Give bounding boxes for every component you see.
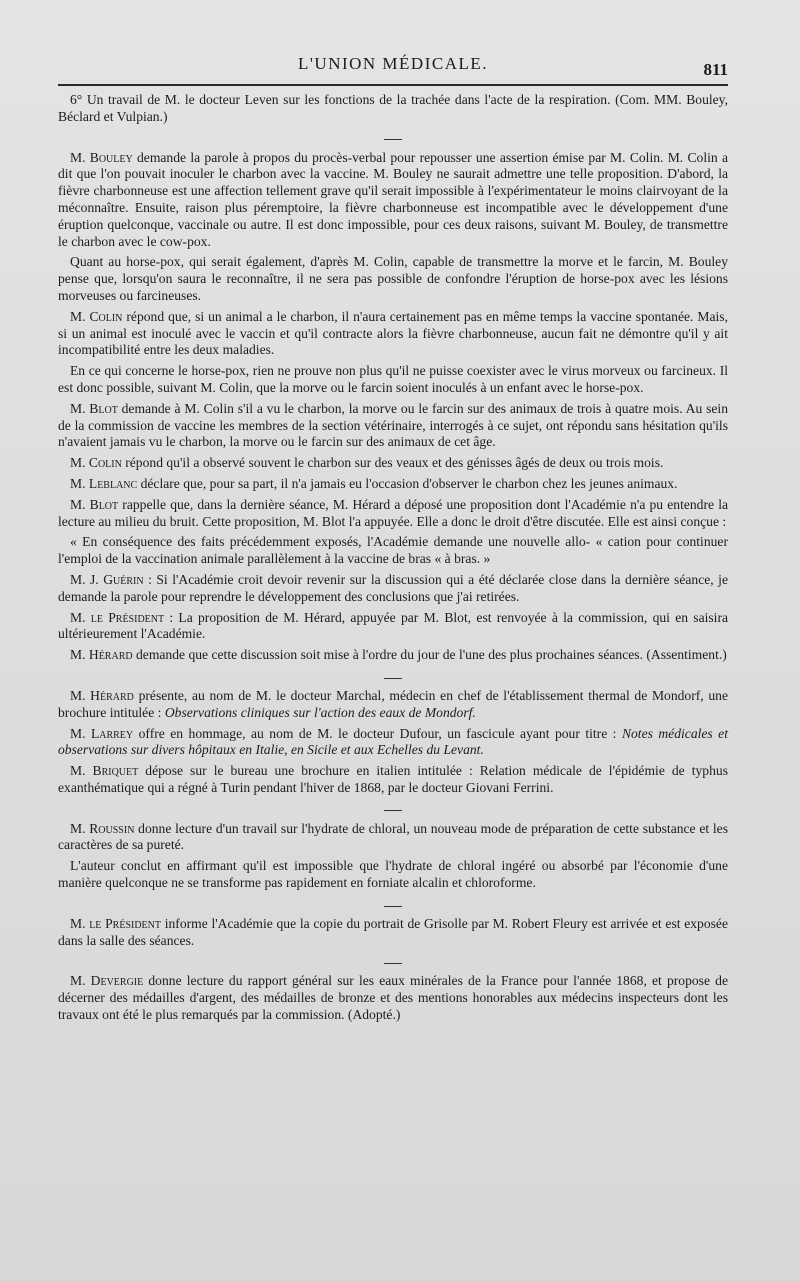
- speaker-name: M. Hérard: [70, 687, 134, 703]
- speaker-name: M. Colin: [70, 308, 123, 324]
- paragraph-text: En ce qui concerne le horse-pox, rien ne prouve non plus qu'il ne puisse coexister avec le virus morveux ou farcineux. Il est donc possible, suivant M. Colin, que la morve ou le farcin soient inoculés à un enfant avec le horse-pox.: [58, 363, 728, 395]
- section-separator: [58, 130, 728, 148]
- paragraph: [58, 821, 728, 855]
- paragraph: [58, 647, 728, 664]
- section-separator: [58, 896, 728, 914]
- paragraph-text: demande la parole à propos du procès-verbal pour repousser une assertion émise par M. Colin. M. Colin a dit que l'on pouvait inoculer le charbon avec la vaccine. M. Bouley ne saurait admettre une telle proposition. D'abord, la fièvre charbonneuse est une affection tellement grave qu'il serait impossible à l'expérimentateur le moins clairvoyant de la méconnaître. Ensuite, raison plus péremptoire, la fièvre charbonneuse est incompatible avec le développement d'une éruption quelconque, vaccinale ou autre. Il est donc impossible, pour ces deux raisons, suivant M. Bouley, de transmettre le charbon avec le cow-pox.: [58, 149, 728, 249]
- paragraph: [58, 476, 728, 493]
- paragraph: [58, 455, 728, 472]
- paragraph: [58, 150, 728, 251]
- page-number: 811: [703, 60, 728, 79]
- section-separator: [58, 668, 728, 686]
- publication-title: Observations cliniques sur l'action des eaux de Mondorf.: [164, 704, 476, 720]
- speaker-name: M. Hérard: [70, 647, 133, 663]
- paragraph-text: donne lecture du rapport général sur les eaux minérales de la France pour l'année 1868, et propose de décerner des médailles d'argent, des médailles de bronze et des mentions honorables aux médecins inspecteurs dont les travaux ont été le plus remarqués par la commission. (Adopté.): [58, 973, 728, 1023]
- paragraph-text: dépose sur le bureau une brochure en italien intitulée : Relation médicale de l'épidémie de typhus exanthématique qui a régné à Turin pendant l'hiver de 1868, par le docteur Giovani Ferrini.: [58, 763, 728, 795]
- paragraph: [58, 497, 728, 531]
- paragraph: [58, 92, 728, 126]
- paragraph: [58, 688, 728, 722]
- paragraph: [58, 916, 728, 950]
- speaker-name: M. Blot: [70, 400, 118, 416]
- speaker-name: M. Bouley: [70, 149, 133, 165]
- paragraph-text: « En conséquence des faits précédemment exposés, l'Académie demande une nouvelle allo- « cation pour continuer l'emploi de la vaccination animale parallèlement à la vaccine de bras « à bras. »: [58, 534, 728, 567]
- speaker-name: M. Leblanc: [70, 475, 138, 491]
- paragraph-text: demande à M. Colin s'il a vu le charbon, la morve ou le farcin sur des animaux de trois à quatre mois. Au sein de la commission de vaccine les membres de la section vétérinaire, interrogés à ce sujet, ont répondu sans hésitation qu'ils n'avaient jamais vu le charbon, la morve ou le farcin sur des animaux de cet âge.: [58, 400, 728, 450]
- publication-title: Notes médicales et observations sur divers hôpitaux en Italie, en Sicile et aux Echelles du Levant.: [58, 725, 728, 758]
- paragraph: [58, 610, 728, 644]
- speaker-name: M. Larrey: [70, 725, 134, 741]
- paragraph-text: Quant au horse-pox, qui serait également, d'après M. Colin, capable de transmettre la morve et le farcin, M. Bouley pense que, lorsqu'on saura le reconnaître, il ne sera pas possible de confondre l'éruption de horse-pox avec les lésions morveuses ou farcineuses.: [58, 254, 728, 303]
- paragraph: [58, 309, 728, 359]
- paragraph: [58, 726, 728, 760]
- speaker-name: M. le Président: [70, 609, 165, 625]
- speaker-name: M. Roussin: [70, 820, 135, 836]
- paragraph-text: déclare que, pour sa part, il n'a jamais eu l'occasion d'observer le charbon chez les jeunes animaux.: [137, 475, 678, 491]
- speaker-name: M. Blot: [70, 496, 119, 512]
- paragraph: [58, 572, 728, 606]
- running-title: L'UNION MÉDICALE.: [297, 54, 489, 73]
- article-body: [58, 92, 728, 1028]
- paragraph-text: demande que cette discussion soit mise à l'ordre du jour de l'une des plus prochaines séances. (Assentiment.): [132, 647, 727, 663]
- paragraph-text: : La proposition de M. Hérard, appuyée par M. Blot, est renvoyée à la commission, qui en saisira ultérieurement l'Académie.: [58, 609, 729, 642]
- paragraph-text: offre en hommage, au nom de M. le docteur Dufour, un fascicule ayant pour titre :: [133, 725, 622, 741]
- quoted-proposition: [58, 534, 728, 568]
- section-separator: [58, 801, 728, 819]
- speaker-name: M. Briquet: [70, 763, 139, 779]
- paragraph-text: rappelle que, dans la dernière séance, M. Hérard a déposé une proposition dont l'Académie n'a pu entendre la lecture au milieu du bruit. Cette proposition, M. Blot l'a appuyée. Elle a donc le droit d'être discutée. Elle est ainsi conçue :: [58, 496, 728, 529]
- paragraph-text: répond qu'il a observé souvent le charbon sur des veaux et des génisses âgés de deux ou trois mois.: [121, 455, 664, 471]
- paragraph: [58, 763, 728, 797]
- paragraph: [58, 401, 728, 451]
- speaker-name: M. Devergie: [70, 973, 144, 989]
- paragraph: [58, 254, 728, 304]
- speaker-name: M. J. Guérin: [70, 571, 144, 587]
- paragraph: [58, 858, 728, 892]
- paragraph: [58, 363, 728, 397]
- speaker-name: M. Colin: [70, 455, 122, 471]
- paragraph-text: : Si l'Académie croit devoir revenir sur la discussion qui a été déclarée close dans la dernière séance, je demande la parole pour reprendre le développement des conclusions que j'ai retirées.: [58, 571, 728, 604]
- paragraph-text: donne lecture d'un travail sur l'hydrate de chloral, un nouveau mode de préparation de cette substance et les caractères de sa pureté.: [58, 820, 728, 853]
- paragraph-text: répond que, si un animal a le charbon, il n'aura certainement pas en même temps la vaccine spontanée. Mais, si un animal est inoculé avec le vaccin et qu'il contracte alors la fièvre charbonneuse, aucun fait ne démontre qu'il y ait incompatibilité entre les deux maladies.: [58, 308, 728, 358]
- paragraph: [58, 973, 728, 1023]
- paragraph-text: L'auteur conclut en affirmant qu'il est impossible que l'hydrate de chloral ingéré ou absorbé par l'économie d'une manière quelconque ne se transforme pas rapidement en forniate alcalin et chloroforme.: [58, 858, 728, 891]
- section-separator: [58, 953, 728, 971]
- paragraph-text: informe l'Académie que la copie du portrait de Grisolle par M. Robert Fleury est arrivée et est exposée dans la salle des séances.: [58, 915, 728, 948]
- paragraph-text: présente, au nom de M. le docteur Marchal, médecin en chef de l'établissement thermal de Mondorf, une brochure intitulée :: [58, 687, 728, 720]
- page-header: [58, 50, 728, 86]
- speaker-name: M. le Président: [70, 915, 162, 931]
- paragraph-text: 6° Un travail de M. le docteur Leven sur les fonctions de la trachée dans l'acte de la respiration. (Com. MM. Bouley, Béclard et Vulpian.): [58, 92, 728, 124]
